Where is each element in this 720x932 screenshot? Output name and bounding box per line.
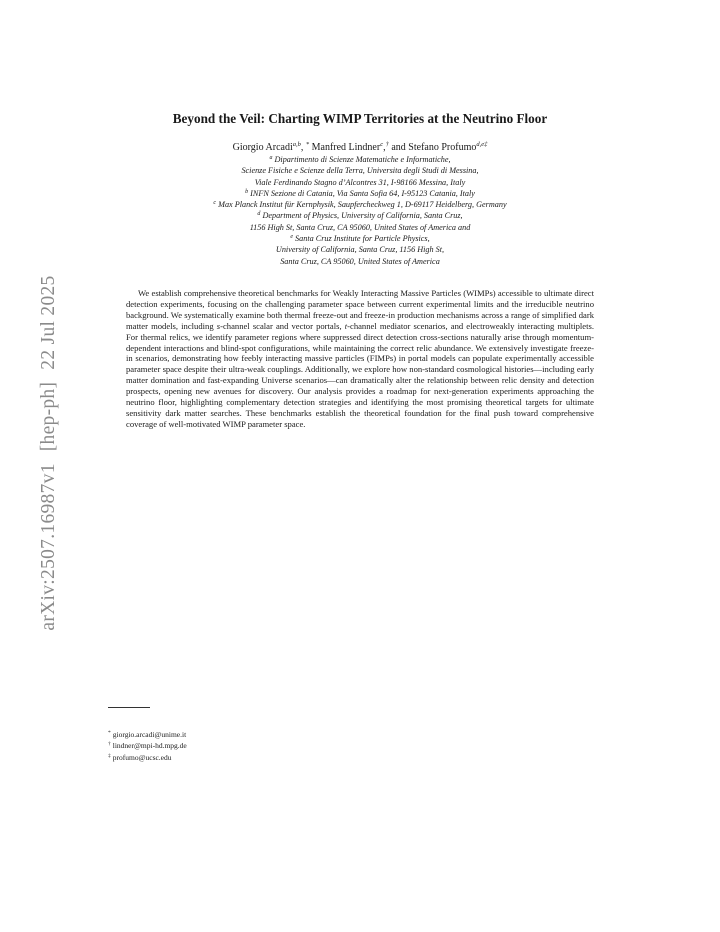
affiliation-line: Scienze Fisiche e Scienze della Terra, Universita degli Studi di Messina, [241,166,479,176]
arxiv-id: arXiv:2507.16987v1 [38,463,59,631]
affiliations [80,154,640,267]
footnote-email: ‡ profumo@ucsc.edu [108,752,172,762]
footnotes [108,729,187,763]
footnote-email: * giorgio.arcadi@unime.it [108,730,187,739]
affiliation-line: $^d$ Department of Physics, University of California, Santa Cruz, [257,211,463,221]
affiliation-line: 1156 High St, Santa Cruz, CA 95060, United States of America and [249,222,471,232]
affiliation-line: Santa Cruz, CA 95060, United States of America [280,256,440,266]
affiliation-mark: a,b [292,141,301,148]
affiliation-mark: c [380,141,384,148]
author-list [90,142,630,153]
affiliation-line: $^c$ Max Planck Institut für Kernphysik, Saupfercheckweg 1, D-69117 Heidelberg, Germany [213,200,507,210]
author-name: Stefano Profumo [408,142,477,153]
affiliation-line: University of California, Santa Cruz, 1156 High St, [275,245,445,255]
author: Manfred Lindner$^c$,† and [311,141,409,153]
author-name: Manfred Lindner [311,142,381,153]
footnote-email: † lindner@mpi-hd.mpg.de [108,741,187,751]
author [408,142,487,153]
affiliation-line: $^b$ INFN Sezione di Catania, Via Santa Sofia 64, I-95123 Catania, Italy [245,188,475,198]
footnote-rule [108,707,150,708]
footnote-mark: † [385,141,389,148]
footnote-mark: ‡ [484,141,488,148]
author-separator: and [388,142,409,153]
footnote-mark: * [305,141,310,148]
paper-title: Beyond the Veil: Charting WIMP Territories at the Neutrino Floor [172,111,548,126]
abstract: We establish comprehensive theoretical benchmarks for Weakly Interacting Massive Particles (WIMPs) accessible to ultimate direct detection experiments, focusing on the challenging parameter space between current experimental limits and the irreducible neutrino background. We systematically examine both thermal freeze-out and freeze-in production mechanisms across a range of simplified dark matter models, including s-channel scalar and vector portals, t-channel mediator scenarios, and electroweakly interacting multiplets. For thermal relics, we identify parameter regions where suppressed direct detection cross-sections naturally arise through momentum-dependent interactions and blind-spot configurations, while maintaining the correct relic abundance. We extensively investigate freeze-in scenarios, demonstrating how feebly interacting massive particles (FIMPs) in portal models can populate experimentally accessible parameter space despite their ultra-weak couplings. Additionally, we explore how non-standard cosmological histories—including early matter domination and fast-expanding Universe scenarios—can dramatically alter the relationship between relic density and detection prospects, opening new avenues for discovery. Our analysis provides a roadmap for next-generation experiments approaching the neutrino floor, highlighting complementary detection strategies and identifying the most promising theoretical targets for ultimate sensitivity dark matter searches. These benchmarks establish the theoretical foundation for the final push toward comprehensive coverage of well-motivated WIMP parameter space. [126,288,594,429]
author-separator: , [300,142,306,153]
author [233,142,309,153]
arxiv-category: [hep-ph] [38,381,59,452]
author-name: Giorgio Arcadi [232,142,293,153]
affiliation-line: $^e$ Santa Cruz Institute for Particle Physics, [290,234,430,244]
arxiv-date: 22 Jul 2025 [38,275,59,370]
affiliation-mark: d,e [476,141,485,148]
affiliation-line: $^a$ Dipartimento di Scienze Matematiche e Informatiche, [269,155,451,164]
affiliation-line: Viale Ferdinando Stagno d’Alcontres 31, I-98166 Messina, Italy [254,177,466,187]
arxiv-identifier-stamp [38,275,60,630]
